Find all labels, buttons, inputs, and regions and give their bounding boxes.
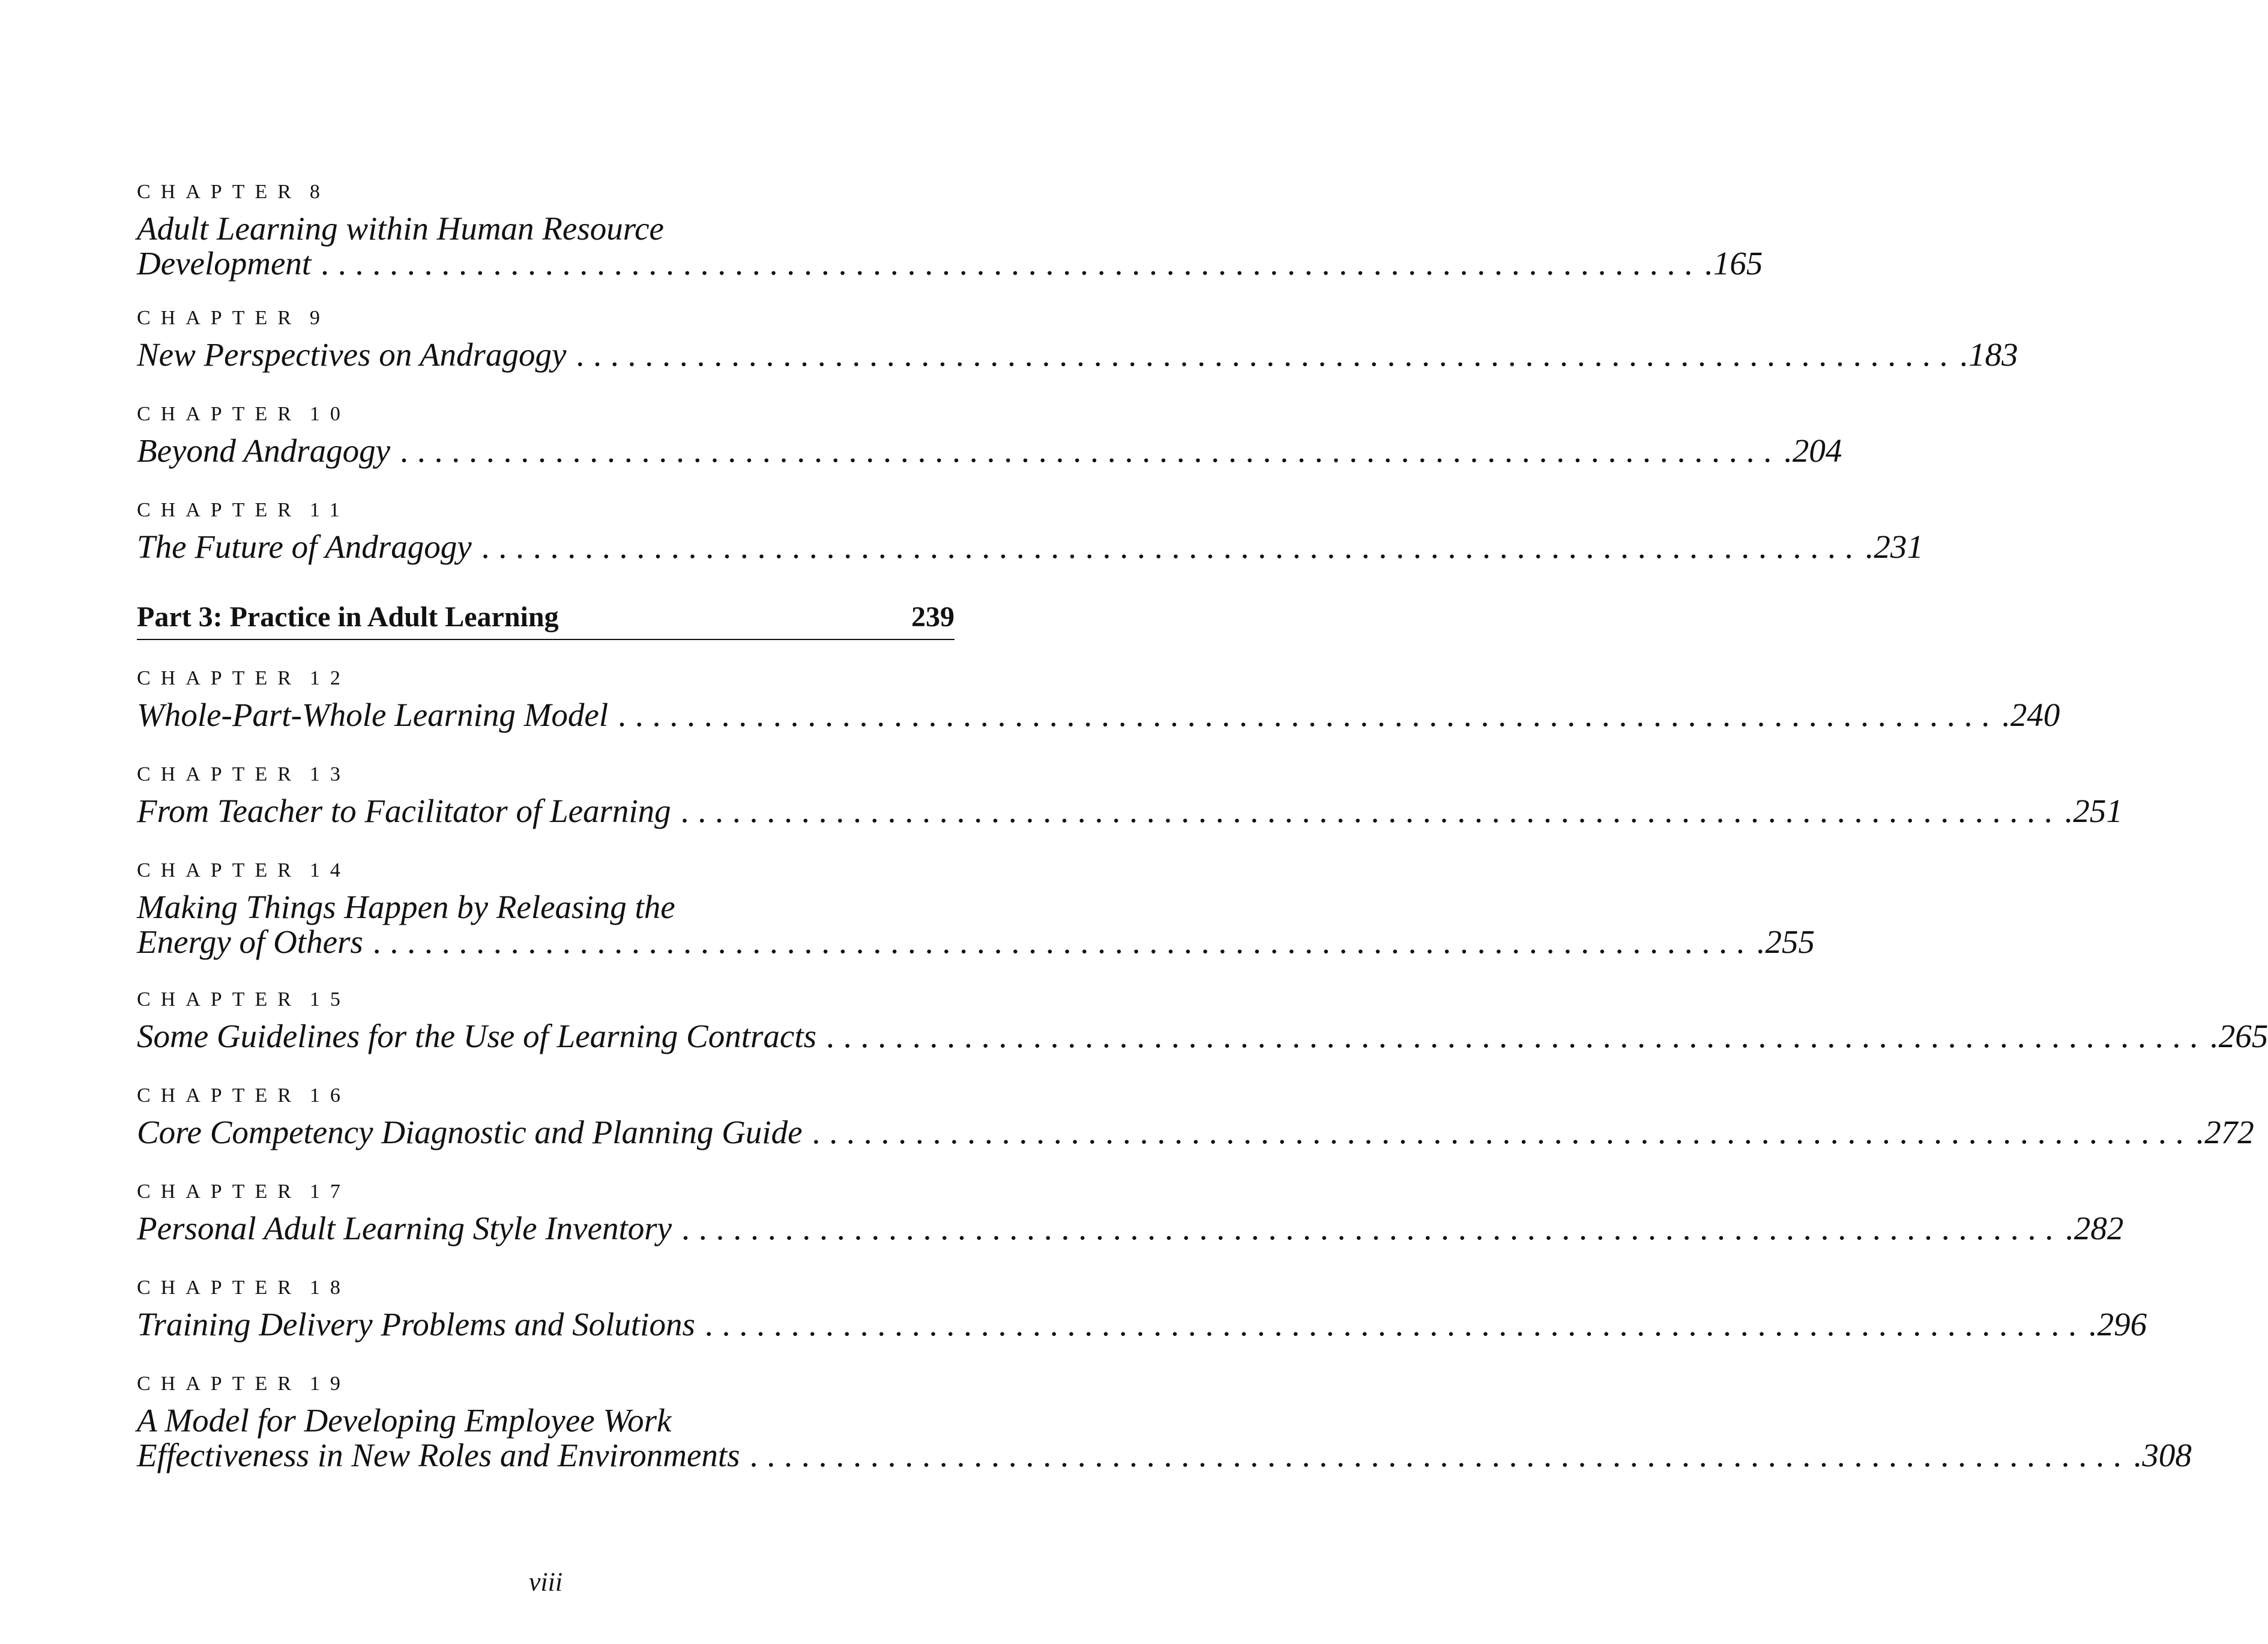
chapter-title-line: [137, 890, 955, 925]
chapter-title-line: [137, 1306, 2147, 1343]
chapter-title-line: [137, 211, 955, 246]
chapter-word: CHAPTER: [137, 1180, 301, 1203]
chapter-number: 10: [309, 403, 351, 425]
chapter-word: CHAPTER: [137, 307, 301, 329]
chapter-title: Whole-Part-Whole Learning Model: [137, 697, 609, 733]
toc-entry-chapter-10[interactable]: [137, 402, 1842, 469]
chapter-label: [137, 402, 955, 426]
dot-leader: ................................................................................: [680, 793, 2061, 829]
chapter-title: Effectiveness in New Roles and Environments: [137, 1437, 740, 1473]
dot-leader: ................................................................................: [618, 697, 1999, 733]
chapter-label: [137, 859, 955, 883]
toc-entry-chapter-12[interactable]: [137, 666, 2060, 733]
toc-entry-chapter-11[interactable]: [137, 498, 1923, 565]
dot-leader: ................................................................................: [481, 528, 1862, 565]
chapter-title-line: [137, 923, 1815, 960]
chapter-word: CHAPTER: [137, 1277, 301, 1299]
page-number: .296: [2089, 1306, 2147, 1343]
chapter-label: [137, 306, 955, 330]
chapter-label: [137, 666, 955, 691]
dot-leader: ................................................................................: [681, 1210, 2063, 1247]
chapter-word: CHAPTER: [137, 403, 301, 425]
page-number: .255: [1757, 923, 1815, 960]
page-number: .231: [1865, 528, 1923, 565]
chapter-word: CHAPTER: [137, 1084, 301, 1107]
chapter-title: Training Delivery Problems and Solutions: [137, 1306, 695, 1343]
chapter-title: Core Competency Diagnostic and Planning Guide: [137, 1114, 803, 1150]
toc-entry-chapter-16[interactable]: [137, 1084, 2254, 1150]
chapter-title: A Model for Developing Employee Work: [137, 1402, 672, 1439]
chapter-title: Personal Adult Learning Style Inventory: [137, 1210, 672, 1247]
toc-entry-chapter-9[interactable]: [137, 306, 2018, 373]
chapter-word: CHAPTER: [137, 763, 301, 785]
chapter-title: The Future of Andragogy: [137, 528, 472, 565]
chapter-title-line: [137, 245, 1763, 282]
chapter-label: [137, 1180, 955, 1204]
chapter-title: Energy of Others: [137, 923, 363, 960]
chapter-number: 17: [309, 1180, 351, 1203]
chapter-title: Beyond Andragogy: [137, 432, 391, 469]
chapter-word: CHAPTER: [137, 181, 301, 203]
chapter-label: [137, 1276, 955, 1300]
chapter-title-line: [137, 1403, 955, 1438]
dot-leader: ................................................................................: [749, 1437, 2131, 1473]
page-number: .272: [2196, 1114, 2254, 1150]
chapter-number: 13: [309, 763, 351, 785]
chapter-number: 9: [309, 307, 330, 329]
toc-page: [137, 0, 2268, 1644]
toc-entry-chapter-15[interactable]: [137, 988, 2268, 1054]
chapter-title-line: [137, 1437, 2192, 1473]
chapter-title-line: [137, 528, 1923, 565]
chapter-title-line: [137, 697, 2060, 733]
chapter-word: CHAPTER: [137, 988, 301, 1011]
chapter-label: [137, 498, 955, 522]
chapter-label: [137, 180, 955, 204]
chapter-number: 19: [309, 1373, 351, 1395]
dot-leader: ................................................................................: [576, 336, 1957, 373]
chapter-number: 14: [309, 859, 351, 881]
chapter-title: From Teacher to Facilitator of Learning: [137, 793, 671, 829]
dot-leader: ................................................................................: [812, 1114, 2193, 1150]
chapter-word: CHAPTER: [137, 1373, 301, 1395]
toc-entry-chapter-18[interactable]: [137, 1276, 2147, 1343]
page-number: .240: [2002, 697, 2060, 733]
chapter-title-line: [137, 1210, 2124, 1247]
chapter-title: Making Things Happen by Releasing the: [137, 889, 675, 925]
page-number: .204: [1784, 432, 1842, 469]
chapter-label: [137, 988, 955, 1012]
chapter-title: Adult Learning within Human Resource: [137, 210, 664, 247]
part-title: Part 3: Practice in Adult Learning: [137, 601, 559, 633]
page-number: .308: [2134, 1437, 2192, 1473]
chapter-number: 16: [309, 1084, 351, 1107]
toc-entry-chapter-14[interactable]: [137, 859, 1815, 960]
chapter-label: [137, 1372, 955, 1396]
chapter-title: Development: [137, 245, 312, 282]
chapter-title-line: [137, 432, 1842, 469]
dot-leader: ................................................................................: [826, 1018, 2207, 1054]
toc-entry-chapter-19[interactable]: [137, 1372, 2192, 1473]
part-heading[interactable]: [137, 600, 955, 640]
chapter-word: CHAPTER: [137, 667, 301, 689]
chapter-word: CHAPTER: [137, 499, 301, 521]
dot-leader: ................................................................................: [372, 923, 1754, 960]
folio-page-number: viii: [528, 1567, 563, 1597]
chapter-title: Some Guidelines for the Use of Learning Contracts: [137, 1018, 817, 1054]
chapter-title: New Perspectives on Andragogy: [137, 336, 567, 373]
chapter-label: [137, 763, 955, 787]
chapter-title-line: [137, 1114, 2254, 1150]
page-number: .165: [1705, 245, 1763, 282]
chapter-number: 15: [309, 988, 351, 1011]
chapter-title-line: [137, 793, 2123, 829]
dot-leader: ................................................................................: [704, 1306, 2086, 1343]
chapter-number: 12: [309, 667, 351, 689]
toc-entry-chapter-13[interactable]: [137, 763, 2123, 829]
page-number: .183: [1960, 336, 2018, 373]
chapter-word: CHAPTER: [137, 859, 301, 881]
page-number: .265: [2210, 1018, 2268, 1054]
chapter-title-line: [137, 1018, 2268, 1054]
part-page-number: 239: [911, 601, 955, 633]
page-number: .251: [2064, 793, 2123, 829]
chapter-title-line: [137, 336, 2018, 373]
dot-leader: ................................................................................: [400, 432, 1781, 469]
toc-entry-chapter-8[interactable]: [137, 180, 1763, 282]
chapter-number: 18: [309, 1277, 351, 1299]
page-number: .282: [2066, 1210, 2124, 1247]
chapter-number: 11: [309, 499, 350, 521]
toc-entry-chapter-17[interactable]: [137, 1180, 2124, 1247]
chapter-label: [137, 1084, 955, 1108]
chapter-number: 8: [309, 181, 330, 203]
dot-leader: ................................................................................: [321, 245, 1702, 282]
